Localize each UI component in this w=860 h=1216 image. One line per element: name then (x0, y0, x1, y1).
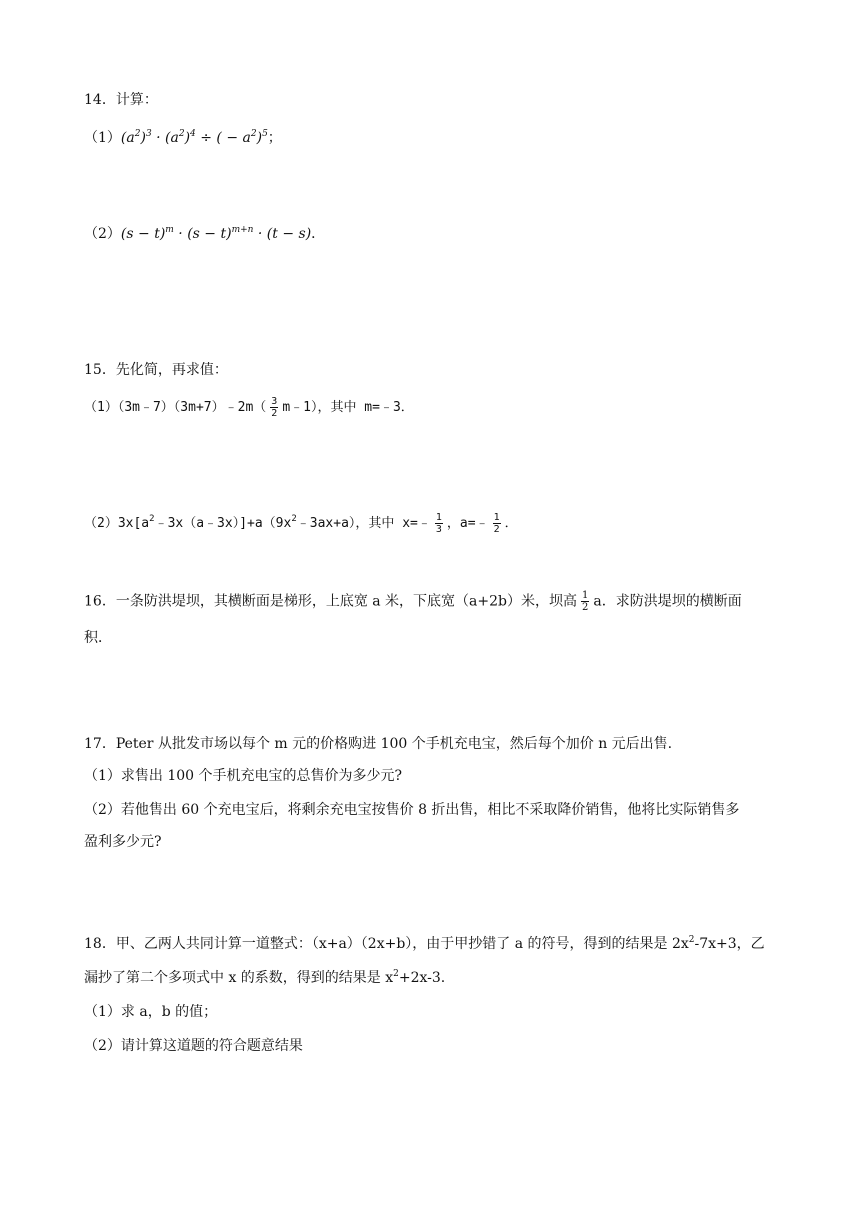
exponent: 3 (145, 129, 152, 139)
exponent: 2 (149, 514, 155, 524)
exponent: 2 (393, 969, 399, 979)
q14-title: 14．计算： (84, 92, 158, 108)
expr-text: ﹣3ax+a），其中 x=﹣ (296, 516, 431, 531)
question-text: a．求防洪堤坝的横断面 (593, 593, 742, 610)
fraction-numerator: 3 (271, 396, 278, 407)
expr-text: （2）3x[a (84, 516, 150, 531)
q16-line1 (84, 590, 742, 613)
expr-text: m﹣1），其中 m=﹣3． (282, 400, 414, 415)
q14-part1 (84, 128, 282, 148)
question-text: 16．一条防洪堤坝，其横断面是梯形，上底宽 a 米，下底宽（a+2b）米，坝高 (84, 593, 578, 610)
expr-text: （1）（3m﹣7）（3m+7）﹣2m（ (84, 400, 267, 415)
question-text: +2x-3. (398, 970, 446, 986)
fraction (493, 512, 501, 535)
fraction-numerator: 1 (493, 512, 500, 523)
exponent: 5 (262, 129, 268, 139)
q15-title: 15．先化简，再求值： (84, 362, 228, 378)
fraction-denominator: 2 (493, 524, 500, 535)
expr-text: ) (184, 130, 191, 146)
exponent: 2 (178, 129, 185, 139)
expr-text: ． (504, 516, 518, 531)
question-text: 漏抄了第二个多项式中 x 的系数，得到的结果是 x (84, 970, 394, 986)
part-label: （1） (84, 130, 121, 146)
exponent: 2 (250, 129, 257, 139)
fraction (581, 590, 589, 613)
expr-text: ) (140, 130, 146, 146)
q18-line1 (84, 934, 765, 954)
q14-part2-expression (121, 226, 311, 242)
expr-text: ) (256, 130, 263, 146)
fraction (270, 396, 278, 419)
exponent: 2 (688, 935, 695, 945)
expr-text: ，a=﹣ (446, 516, 489, 531)
q18-part1: （1）求 a，b 的值； (84, 1004, 218, 1020)
expr-text: (a (120, 130, 135, 146)
q18-line2 (84, 968, 445, 988)
q15-part1 (84, 396, 414, 419)
expr-text: · (t − s) (253, 226, 312, 242)
q15-part2 (84, 512, 518, 535)
punctuation: ． (311, 226, 326, 242)
fraction-numerator: 1 (582, 590, 589, 601)
fraction-denominator: 2 (271, 408, 278, 419)
q14-part1-expression (121, 130, 268, 146)
fraction (435, 512, 443, 535)
question-text: -7x+3，乙 (694, 936, 765, 952)
part-label: （2） (84, 226, 121, 242)
expr-text: (s − t) (120, 226, 166, 242)
q17-part1: （1）求售出 100 个手机充电宝的总售价为多少元? (84, 768, 403, 784)
question-text: 18．甲、乙两人共同计算一道整式：（x+a）（2x+b），由于甲抄错了 a 的符号，得到的结果是 2x (84, 936, 689, 952)
exponent: 2 (134, 129, 141, 139)
q14-part2 (84, 224, 325, 244)
expr-text: · (a (151, 130, 179, 146)
q17-part2-line2: 盈利多少元? (84, 834, 162, 850)
expr-text: ÷ ( − a (195, 130, 251, 146)
q17-title: 17．Peter 从批发市场以每个 m 元的价格购进 100 个手机充电宝，然后每个加价 n 元后出售. (84, 736, 673, 752)
exponent: m (165, 225, 174, 235)
q17-part2-line1: （2）若他售出 60 个充电宝后，将剩余充电宝按售价 8 折出售，相比不采取降价销售，他将比实际销售多 (84, 802, 740, 818)
exponent: m+n (231, 225, 254, 235)
fraction-denominator: 2 (582, 602, 589, 613)
exponent: 2 (291, 514, 297, 524)
fraction-numerator: 1 (435, 512, 442, 523)
exponent: 4 (190, 129, 196, 139)
expr-text: ﹣3x（a﹣3x）]+a（9x (154, 516, 292, 531)
punctuation: ； (267, 130, 282, 146)
q18-part2: （2）请计算这道题的符合题意结果 (84, 1038, 303, 1054)
q16-line2: 积． (84, 630, 112, 646)
expr-text: · (s − t) (173, 226, 232, 242)
fraction-denominator: 3 (435, 524, 442, 535)
